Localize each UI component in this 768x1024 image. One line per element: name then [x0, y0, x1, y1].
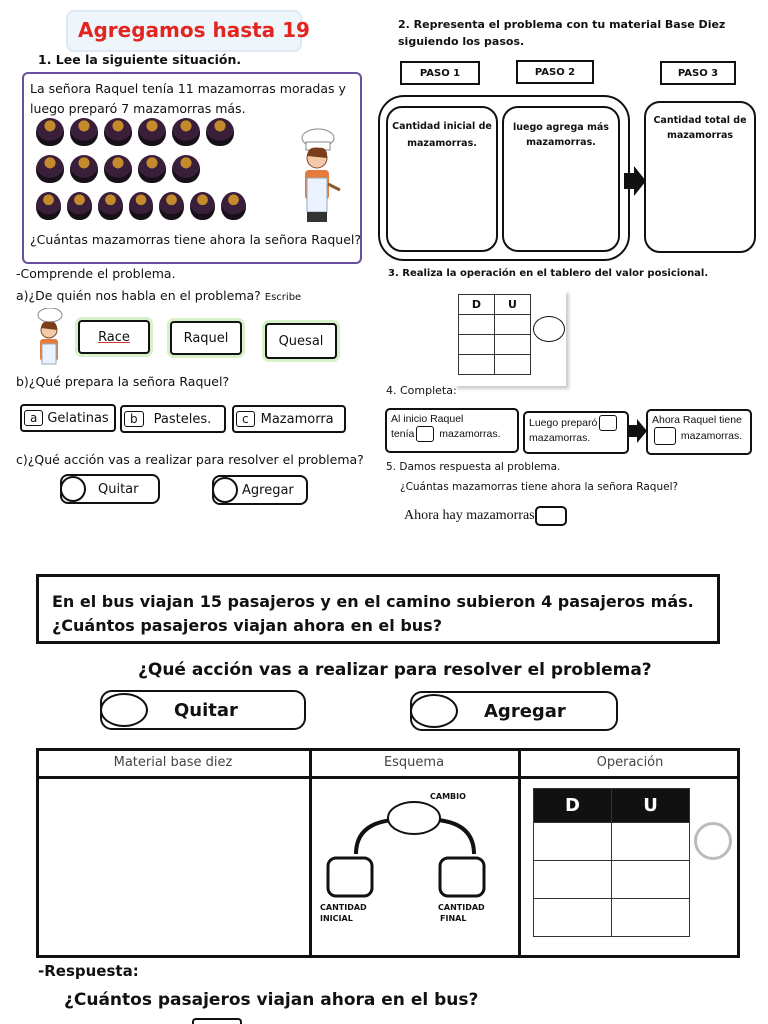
du-cell[interactable] [534, 861, 612, 899]
answer-square[interactable] [416, 426, 434, 442]
paso-1-box[interactable] [386, 106, 498, 252]
step4-heading: 4. Completa: [386, 384, 457, 397]
header-material: Material base diez [113, 755, 233, 770]
mazamorra-bowl-icon [159, 192, 184, 220]
respuesta-label-text: -Respuesta: [38, 962, 139, 980]
question-a [16, 288, 301, 303]
option-agregar-small[interactable] [212, 475, 308, 505]
option-agregar-small-label: Agregar [242, 482, 294, 498]
question-a-hint: Escribe [264, 292, 302, 303]
paso-3-box[interactable] [644, 101, 756, 253]
bowl-row [36, 118, 246, 146]
option-pasteles-label: Pasteles. [153, 411, 212, 427]
option-agregar-label: Agregar [484, 700, 566, 722]
answer-square[interactable] [535, 506, 567, 526]
respuesta-question: ¿Cuántos pasajeros viajan ahora en el bus? [64, 990, 479, 1010]
bowl-row [36, 155, 246, 183]
question-c: c)¿Qué acción vas a realizar para resolver el problema? [16, 452, 364, 467]
du-cell[interactable] [612, 899, 690, 937]
step1-heading: 1. Lee la siguiente situación. [38, 52, 242, 67]
chef-small-icon [28, 308, 70, 370]
mazamorra-bowl-icon [70, 155, 98, 183]
option-c-letter: c [236, 411, 255, 427]
option-b-letter: b [124, 411, 144, 427]
du-cell[interactable] [534, 823, 612, 861]
mazamorra-bowl-icon [138, 155, 166, 183]
complete-1-mazamorras: mazamorras. [439, 427, 501, 440]
complete-3-mazamorras: mazamorras. [680, 429, 743, 442]
schema-diagram [316, 784, 514, 956]
paso-1-label: PASO 1 [400, 61, 480, 85]
option-quesal[interactable] [265, 323, 337, 359]
pv-header-d: D [459, 295, 495, 315]
step2-heading: 2. Representa el problema con tu material Base Diez siguiendo los pasos. [398, 18, 726, 48]
complete-2-line1: Luego preparó [529, 416, 598, 429]
complete-3-line1: Ahora Raquel tiene [652, 414, 742, 426]
answer-square[interactable] [599, 415, 617, 431]
complete-box-2 [523, 411, 629, 454]
mazamorra-bowl-icon [104, 118, 132, 146]
arrow-right-icon [624, 164, 646, 198]
pv-header-u: U [495, 295, 531, 315]
pv-cell[interactable] [459, 315, 495, 335]
answer-square[interactable] [192, 1018, 242, 1024]
du-board [533, 788, 690, 937]
mazamorra-bowls [36, 118, 246, 229]
header-operacion: Operación [596, 755, 664, 770]
du-cell[interactable] [612, 861, 690, 899]
action-question: ¿Qué acción vas a realizar para resolver el problema? [138, 660, 652, 680]
option-gelatinas[interactable] [20, 404, 116, 432]
table-divider-2 [518, 748, 521, 958]
paso-3-label: PASO 3 [660, 61, 736, 85]
paso-2-text: luego agrega más mazamorras. [513, 122, 609, 148]
header-esquema: Esquema [383, 755, 445, 770]
schema-right-line2: FINAL [440, 914, 467, 923]
option-race[interactable] [78, 320, 150, 354]
schema-cambio: CAMBIO [430, 792, 466, 801]
step3-heading: 3. Realiza la operación en el tablero del valor posicional. [388, 268, 709, 279]
option-quitar[interactable] [100, 690, 306, 730]
paso-3-text: Cantidad total de mazamorras [653, 115, 747, 141]
mazamorra-bowl-icon [206, 118, 234, 146]
option-quitar-label: Quitar [174, 699, 238, 721]
mazamorra-bowl-icon [36, 118, 64, 146]
complete-1-line1: Al inicio Raquel [391, 413, 464, 425]
bowl-row [36, 192, 246, 220]
pv-cell[interactable] [495, 335, 531, 355]
mazamorra-bowl-icon [104, 155, 132, 183]
question-a-text: a)¿De quién nos habla en el problema? [16, 288, 261, 303]
mazamorra-bowl-icon [36, 192, 61, 220]
schema-right-line1: CANTIDAD [438, 903, 485, 912]
paso-2-label: PASO 2 [516, 60, 594, 84]
pv-cell[interactable] [495, 355, 531, 375]
option-agregar[interactable] [410, 691, 618, 731]
complete-box-3 [646, 409, 752, 455]
question-b: b)¿Qué prepara la señora Raquel? [16, 374, 230, 389]
complete-1-tenia: tenía [391, 427, 415, 440]
mazamorra-bowl-icon [98, 192, 123, 220]
schema-cantidad-final [438, 902, 485, 924]
step5-answer-text: Ahora hay mazamorras [404, 508, 535, 524]
mazamorra-bowl-icon [70, 118, 98, 146]
operation-sign-circle[interactable] [533, 316, 565, 342]
radio-agregar[interactable] [410, 694, 458, 728]
option-gelatinas-label: Gelatinas [47, 410, 109, 426]
problem-2-line1: En el bus viajan 15 pasajeros y en el camino subieron 4 pasajeros más. [52, 592, 694, 611]
du-header-d: D [534, 789, 612, 823]
story-text: La señora Raquel tenía 11 mazamorras moradas y luego preparó 7 mazamorras más. [30, 81, 346, 116]
step5-heading: 5. Damos respuesta al problema. [386, 461, 561, 473]
du-cell[interactable] [612, 823, 690, 861]
mazamorra-bowl-icon [172, 118, 200, 146]
mazamorra-bowl-icon [129, 192, 154, 220]
arrow-right-icon [629, 418, 647, 444]
du-header-u: U [612, 789, 690, 823]
schema-left-line1: CANTIDAD [320, 903, 367, 912]
material-base-diez-area[interactable] [40, 782, 306, 954]
option-quitar-small-label: Quitar [98, 481, 139, 497]
du-cell[interactable] [534, 899, 612, 937]
option-a-letter: a [24, 410, 43, 426]
page-title: Agregamos hasta 19 [78, 18, 310, 42]
mazamorra-bowl-icon [36, 155, 64, 183]
mazamorra-bowl-icon [221, 192, 246, 220]
option-mazamorra-label: Mazamorra [260, 411, 334, 427]
respuesta-label [38, 962, 139, 980]
mazamorra-bowl-icon [172, 155, 200, 183]
operation-sign-circle[interactable] [694, 822, 732, 860]
schema-cantidad-inicial [320, 902, 367, 924]
story-question: ¿Cuántas mazamorras tiene ahora la señora Raquel? [30, 232, 362, 247]
problem-2-text [52, 590, 694, 638]
pv-cell[interactable] [459, 335, 495, 355]
option-race-label: Race [98, 329, 130, 345]
radio-quitar-small[interactable] [60, 476, 86, 502]
table-divider-1 [309, 748, 312, 958]
option-mazamorra[interactable] [232, 405, 346, 433]
problem-2-line2: ¿Cuántos pasajeros viajan ahora en el bus? [52, 616, 442, 635]
step5-question: ¿Cuántas mazamorras tiene ahora la señora Raquel? [400, 481, 679, 493]
step5-answer [404, 506, 567, 526]
option-pasteles[interactable] [120, 405, 226, 433]
schema-left-line2: INICIAL [320, 914, 353, 923]
option-quesal-label: Quesal [278, 333, 324, 349]
mazamorra-bowl-icon [67, 192, 92, 220]
option-raquel-label: Raquel [183, 330, 229, 346]
table-header-rule [36, 776, 740, 779]
answer-square[interactable] [654, 427, 676, 445]
radio-quitar[interactable] [100, 693, 148, 727]
option-quitar-small[interactable] [60, 474, 160, 504]
paso-2-box[interactable] [502, 106, 620, 252]
paso-1-text: Cantidad inicial de mazamorras. [392, 121, 492, 149]
complete-2-mazamorras: mazamorras. [529, 432, 591, 444]
pv-cell[interactable] [459, 355, 495, 375]
mazamorra-bowl-icon [190, 192, 215, 220]
comprehend-heading: -Comprende el problema. [16, 266, 176, 281]
pv-cell[interactable] [495, 315, 531, 335]
option-raquel[interactable] [170, 321, 242, 355]
chef-icon [288, 128, 344, 232]
radio-agregar-small[interactable] [212, 477, 238, 503]
complete-box-1 [385, 408, 519, 453]
mazamorra-bowl-icon [138, 118, 166, 146]
